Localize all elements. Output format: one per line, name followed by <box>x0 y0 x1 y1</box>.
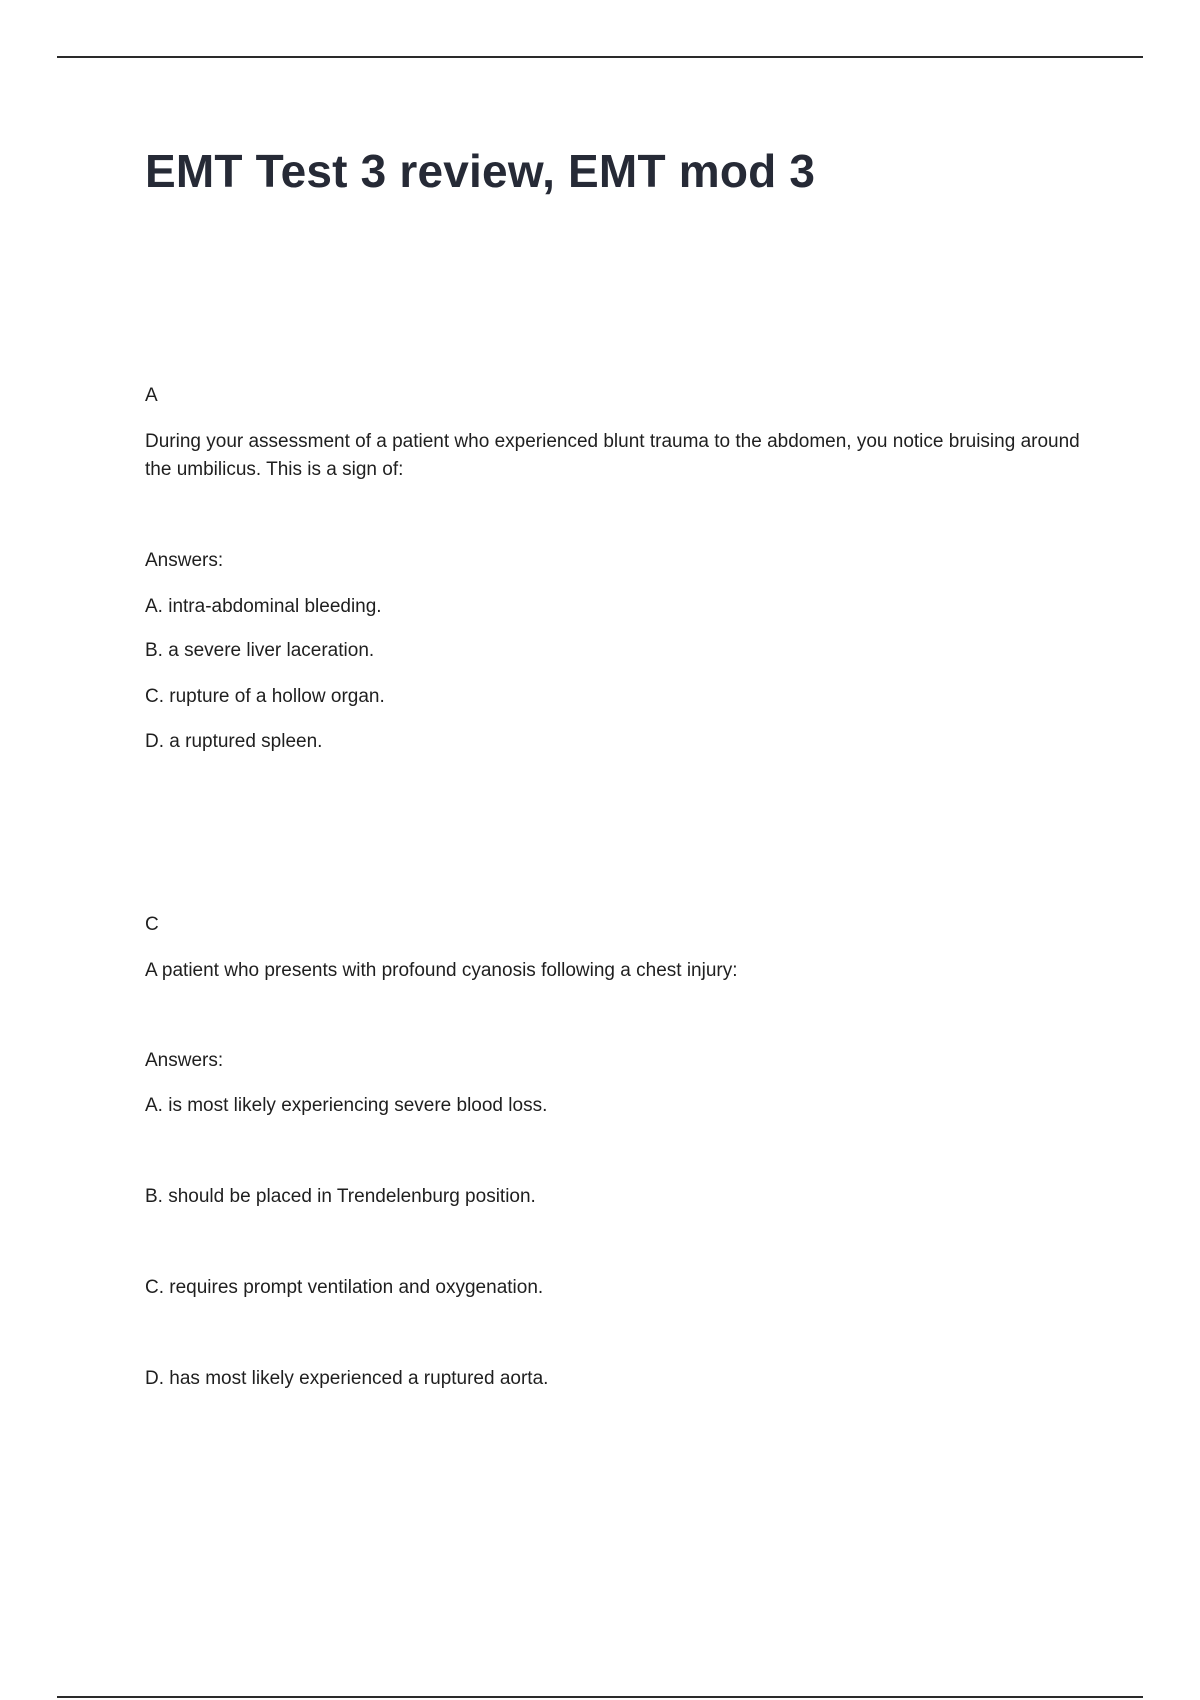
answer-option: C. rupture of a hollow organ. <box>145 686 385 707</box>
answer-option: A. intra-abdominal bleeding. <box>145 596 382 617</box>
answer-option: D. has most likely experienced a ruptured aorta. <box>145 1368 549 1389</box>
document-title: EMT Test 3 review, EMT mod 3 <box>145 145 816 197</box>
answer-key: A <box>145 385 158 406</box>
answer-option: B. a severe liver laceration. <box>145 640 375 661</box>
answer-option: C. requires prompt ventilation and oxygenation. <box>145 1277 544 1298</box>
question-text: A patient who presents with profound cyanosis following a chest injury: <box>145 960 738 981</box>
bottom-divider <box>57 1696 1143 1698</box>
top-divider <box>57 56 1143 58</box>
answer-option: B. should be placed in Trendelenburg position. <box>145 1186 536 1207</box>
answer-option: D. a ruptured spleen. <box>145 731 323 752</box>
answers-label: Answers: <box>145 550 224 571</box>
answers-label: Answers: <box>145 1050 224 1071</box>
question-text: During your assessment of a patient who experienced blunt trauma to the abdomen, you notice bruising around the umbilicus. This is a sign of: <box>145 431 1080 480</box>
answer-option: A. is most likely experiencing severe blood loss. <box>145 1095 548 1116</box>
answer-key: C <box>145 914 159 935</box>
